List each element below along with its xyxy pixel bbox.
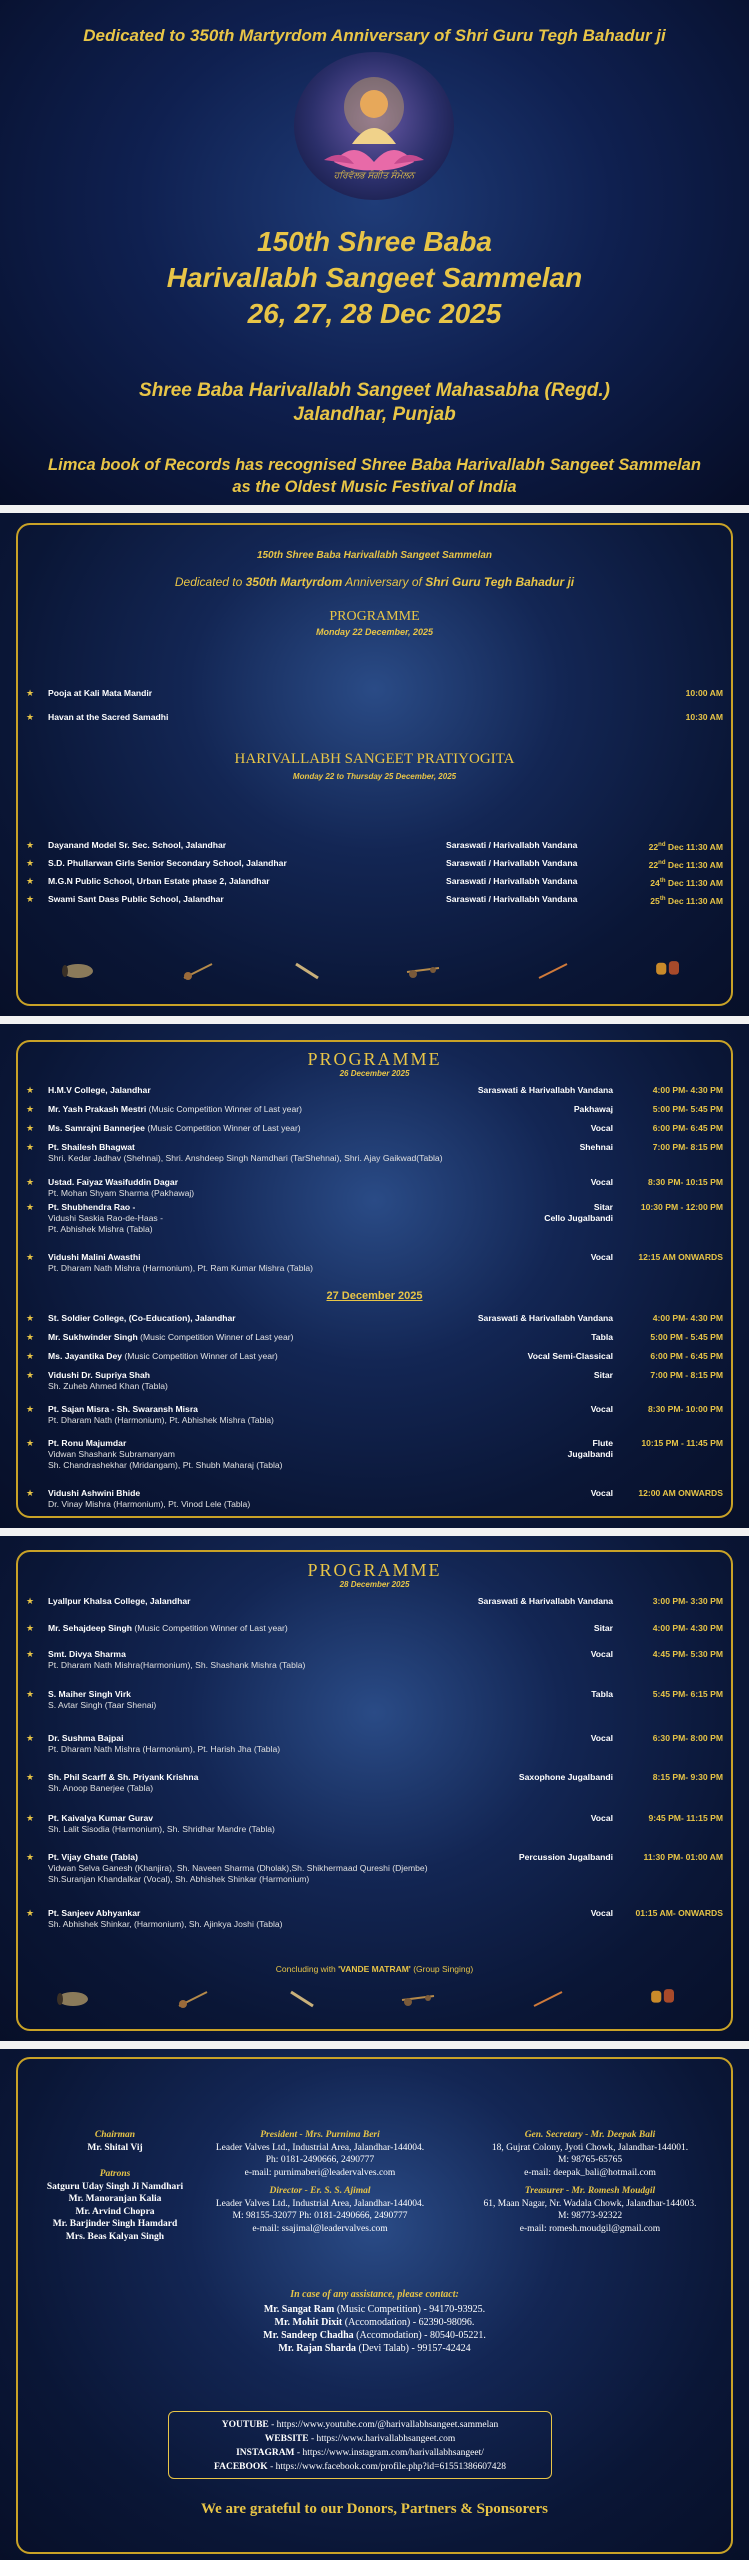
artist-name: Pt. Shailesh Bhagwat bbox=[48, 1142, 135, 1152]
star-icon: ★ bbox=[26, 1852, 35, 1862]
performance-time: 8:30 PM- 10:15 PM bbox=[648, 1177, 723, 1187]
performance-category: Vocal bbox=[590, 1649, 613, 1659]
tabla-icon bbox=[645, 1984, 681, 2006]
performance-category: Vocal bbox=[590, 1123, 613, 1133]
star-icon: ★ bbox=[26, 1689, 35, 1699]
performance-time: 12:00 AM ONWARDS bbox=[638, 1488, 723, 1498]
accompanists: Pt. Mohan Shyam Sharma (Pakhawaj) bbox=[48, 1188, 195, 1198]
accompanists: Vidwan Selva Ganesh (Khanjira), Sh. Naveen Sharma (Dholak),Sh. Shikhermaad Qureshi (Djembe) bbox=[48, 1863, 428, 1873]
accompanists: Sh. Lalit Sisodia (Harmonium), Sh. Shridhar Mandre (Tabla) bbox=[48, 1824, 275, 1834]
limca-line2: as the Oldest Music Festival of India bbox=[232, 478, 517, 496]
artist-name: Dr. Sushma Bajpai bbox=[48, 1733, 124, 1743]
star-icon: ★ bbox=[26, 1142, 35, 1152]
performance-time: 3:00 PM- 3:30 PM bbox=[652, 1596, 723, 1606]
title-line2: Harivallabh Sangeet Sammelan bbox=[166, 262, 583, 293]
performance-time: 10:15 PM - 11:45 PM bbox=[641, 1438, 723, 1448]
artist-name: Pt. Ronu Majumdar bbox=[48, 1438, 127, 1448]
title-line1: 150th Shree Baba bbox=[257, 226, 492, 257]
star-icon: ★ bbox=[26, 1332, 35, 1342]
accompanists: Vidushi Saskia Rao-de-Haas - bbox=[48, 1213, 163, 1223]
performance-category: Shehnai bbox=[579, 1142, 613, 1152]
performance-time: 8:30 PM- 10:00 PM bbox=[648, 1404, 723, 1414]
p2-programme-title: PROGRAMME bbox=[307, 1049, 442, 1069]
performance-time: 12:15 AM ONWARDS bbox=[638, 1252, 723, 1262]
artist-name: Pt. Sanjeev Abhyankar bbox=[48, 1908, 141, 1918]
star-icon: ★ bbox=[26, 1596, 35, 1606]
instagram-link[interactable]: INSTAGRAM - https://www.instagram.com/harivallabhsangeet/ bbox=[236, 2448, 484, 2458]
p3-programme-title: PROGRAMME bbox=[307, 1560, 442, 1580]
performance-category: Vocal bbox=[590, 1488, 613, 1498]
secretary-block: Gen. Secretary - Mr. Deepak Bali 18, Gujrat Colony, Jyoti Chowk, Jalandhar-144001. M: 98765-65765 e-mail: deepak_bali@hotmail.com Treasurer - Mr. Romesh Moudgil 61, Maan Nagar, Nr. Wadala Chowk, Jalandhar-144003. M: 98773-92322 e-mail: romesh.moudgil@gmail.com bbox=[483, 2130, 697, 2234]
star-icon: ★ bbox=[26, 1488, 35, 1498]
performance-category: Sitar bbox=[593, 1623, 613, 1633]
star-icon: ★ bbox=[26, 1649, 35, 1659]
star-icon: ★ bbox=[26, 1370, 35, 1380]
sitar-icon bbox=[175, 1988, 211, 2010]
guru-logo bbox=[294, 52, 454, 200]
sitar-icon bbox=[180, 960, 216, 982]
artist-name: Smt. Divya Sharma bbox=[48, 1649, 126, 1659]
star-icon: ★ bbox=[26, 1104, 35, 1114]
accompanists: Pt. Dharam Nath Mishra (Harmonium), Pt. Ram Kumar Mishra (Tabla) bbox=[48, 1263, 314, 1273]
limca-line1: Limca book of Records has recognised Shree Baba Harivallabh Sangeet Sammelan bbox=[48, 456, 701, 474]
veena-icon bbox=[400, 1988, 436, 2010]
separator bbox=[0, 505, 749, 513]
separator bbox=[0, 2041, 749, 2049]
programme-day2-panel bbox=[0, 1024, 749, 1528]
artist-name: Ms. Jayantika Dey (Music Competition Winner of Last year) bbox=[48, 1351, 278, 1361]
patrons-role: Patrons bbox=[99, 2169, 131, 2179]
separator bbox=[0, 1528, 749, 1536]
pakhawaj-icon bbox=[60, 960, 96, 982]
star-icon: ★ bbox=[26, 1623, 35, 1633]
star-icon: ★ bbox=[26, 1202, 35, 1212]
shehnai-icon bbox=[285, 1988, 321, 2010]
performance-time: 10:30 PM - 12:00 PM bbox=[640, 1202, 723, 1212]
performance-category: Vocal bbox=[590, 1813, 613, 1823]
star-icon: ★ bbox=[26, 1085, 35, 1095]
artist-name: Pt. Vijay Ghate (Tabla) bbox=[48, 1852, 138, 1862]
accompanists: Pt. Dharam Nath (Harmonium), Pt. Abhishek Mishra (Tabla) bbox=[48, 1415, 274, 1425]
president-block: President - Mrs. Purnima Beri Leader Valves Ltd., Industrial Area, Jalandhar-144004. Ph: 0181-2490666, 2490777 e-mail: purnimaberi@leadervalves.com Director - Er. S. S. Ajimal Leader Valves Ltd., Industrial Area, Jalandhar-144004. M: 98155-32077 Ph: 0181-2490666, 2490777 e-mail: ssajimal@leadervalves.com bbox=[215, 2130, 425, 2234]
performance-category: Vocal Semi-Classical bbox=[527, 1351, 613, 1361]
facebook-link[interactable]: FACEBOOK - https://www.facebook.com/profile.php?id=61551386607428 bbox=[214, 2462, 506, 2472]
pratiyogita-dates: Monday 22 to Thursday 25 December, 2025 bbox=[292, 772, 457, 781]
performance-time: 9:45 PM- 11:15 PM bbox=[648, 1813, 723, 1823]
veena-icon bbox=[405, 960, 441, 982]
accompanists: Dr. Vinay Mishra (Harmonium), Pt. Vinod Lele (Tabla) bbox=[48, 1499, 251, 1509]
star-icon: ★ bbox=[26, 1351, 35, 1361]
performance-category: Saraswati & Harivallabh Vandana bbox=[477, 1596, 613, 1606]
performance-category: Saraswati & Harivallabh Vandana bbox=[477, 1313, 613, 1323]
pratiyogita-title: HARIVALLABH SANGEET PRATIYOGITA bbox=[234, 751, 515, 767]
star-icon: ★ bbox=[26, 1908, 35, 1918]
performance-category: Tabla bbox=[591, 1332, 613, 1342]
performance-time: 01:15 AM- ONWARDS bbox=[635, 1908, 723, 1918]
performance-category: Vocal bbox=[590, 1404, 613, 1414]
contacts: Mr. Sangat Ram (Music Competition) - 94170-93925. Mr. Mohit Dixit (Accomodation) - 62390-98096. Mr. Sandeep Chadha (Accomodation) - 80540-05221. Mr. Rajan Sharda (Devi Talab) - 99157-42424 bbox=[263, 2304, 486, 2354]
banner-panel bbox=[0, 0, 749, 505]
performance-time: 8:15 PM- 9:30 PM bbox=[652, 1772, 723, 1782]
artist-name: Ms. Samrajni Bannerjee (Music Competition Winner of Last year) bbox=[48, 1123, 301, 1133]
performance-time: 6:30 PM- 8:00 PM bbox=[652, 1733, 723, 1743]
artist-name: Sh. Phil Scarff & Sh. Priyank Krishna bbox=[48, 1772, 199, 1782]
p3-date: 28 December 2025 bbox=[339, 1580, 410, 1589]
performance-time: 5:00 PM - 5:45 PM bbox=[650, 1332, 723, 1342]
grateful-note: We are grateful to our Donors, Partners & Sponsorers bbox=[200, 2501, 549, 2517]
performance-category: Sitar Cello Jugalbandi bbox=[544, 1202, 613, 1223]
artist-name: Mr. Sehajdeep Singh (Music Competition Winner of Last year) bbox=[48, 1623, 288, 1633]
concluding-note: Concluding with 'VANDE MATRAM' (Group Singing) bbox=[275, 1964, 474, 1974]
star-icon: ★ bbox=[26, 1313, 35, 1323]
star-icon: ★ bbox=[26, 1177, 35, 1187]
accompanists: Shri. Kedar Jadhav (Shehnai), Shri. Anshdeep Singh Namdhari (TarShehnai), Shri. Ajay Gaikwad(Tabla) bbox=[48, 1153, 443, 1163]
artist-name: Pt. Shubhendra Rao - bbox=[48, 1202, 136, 1212]
performance-category: Saraswati & Harivallabh Vandana bbox=[477, 1085, 613, 1095]
artist-name: Lyallpur Khalsa College, Jalandhar bbox=[48, 1596, 191, 1606]
p1-date: Monday 22 December, 2025 bbox=[315, 627, 434, 637]
accompanists: Pt. Dharam Nath Mishra (Harmonium), Pt. Harish Jha (Tabla) bbox=[48, 1744, 281, 1754]
performance-category: Vocal bbox=[590, 1908, 613, 1918]
flute-icon bbox=[530, 1988, 566, 2010]
accompanists: Vidwan Shashank Subramanyam bbox=[48, 1449, 175, 1459]
performance-category: Sitar bbox=[593, 1370, 613, 1380]
chairman-name: Mr. Shital Vij bbox=[87, 2142, 143, 2153]
performance-category: Vocal bbox=[590, 1733, 613, 1743]
shehnai-icon bbox=[290, 960, 326, 982]
logo-caption: ਹਰਿਵੱਲਭ ਸੰਗੀਤ ਸੰਮੇਲਨ bbox=[333, 170, 415, 180]
p1-dedication: Dedicated to 350th Martyrdom Anniversary of Shri Guru Tegh Bahadur ji bbox=[174, 575, 575, 589]
performance-category: Pakhawaj bbox=[573, 1104, 613, 1114]
festival-dates: 26, 27, 28 Dec 2025 bbox=[247, 298, 502, 329]
artist-name: S. Maiher Singh Virk bbox=[48, 1689, 131, 1699]
artist-name: Vidushi Malini Awasthi bbox=[48, 1252, 141, 1262]
p2-date2: 27 December 2025 bbox=[326, 1290, 423, 1302]
accompanists: Sh. Abhishek Shinkar, (Harmonium), Sh. Ajinkya Joshi (Tabla) bbox=[48, 1919, 283, 1929]
accompanists: Sh. Chandrashekhar (Mridangam), Pt. Shubh Maharaj (Tabla) bbox=[48, 1460, 283, 1470]
org-city: Jalandhar, Punjab bbox=[293, 404, 456, 425]
star-icon: ★ bbox=[26, 1813, 35, 1823]
star-icon: ★ bbox=[26, 1252, 35, 1262]
chairman-block: Chairman Mr. Shital Vij Patrons Satguru Uday Singh Ji Namdhari Mr. Manoranjan Kalia Mr. Arvind Chopra Mr. Barjinder Singh Hamdard Mrs. Beas Kalyan Singh bbox=[40, 2129, 190, 2243]
performance-time: 4:00 PM- 4:30 PM bbox=[652, 1313, 723, 1323]
accompanists: Pt. Abhishek Mishra (Tabla) bbox=[48, 1224, 153, 1234]
performance-time: 6:00 PM- 6:45 PM bbox=[652, 1123, 723, 1133]
artist-name: H.M.V College, Jalandhar bbox=[48, 1085, 151, 1095]
performance-time: 4:45 PM- 5:30 PM bbox=[652, 1649, 723, 1659]
artist-name: Vidushi Dr. Supriya Shah bbox=[48, 1370, 151, 1380]
programme-day3-panel bbox=[0, 1536, 749, 2041]
performance-time: 4:00 PM- 4:30 PM bbox=[652, 1623, 723, 1633]
artist-name: St. Soldier College, (Co-Education), Jalandhar bbox=[48, 1313, 236, 1323]
banner-dedication: Dedicated to 350th Martyrdom Anniversary of Shri Guru Tegh Bahadur ji bbox=[83, 26, 666, 45]
performance-time: 7:00 PM- 8:15 PM bbox=[652, 1142, 723, 1152]
youtube-link[interactable]: YOUTUBE - https://www.youtube.com/@harivallabhsangeet.sammelan bbox=[221, 2420, 499, 2430]
performance-time: 6:00 PM - 6:45 PM bbox=[650, 1351, 723, 1361]
p2-date: 26 December 2025 bbox=[339, 1069, 410, 1078]
assist-title: In case of any assistance, please contact: bbox=[290, 2289, 459, 2300]
pakhawaj-icon bbox=[55, 1988, 91, 2010]
org-name: Shree Baba Harivallabh Sangeet Mahasabha (Regd.) bbox=[139, 380, 610, 401]
p1-programme-title: PROGRAMME bbox=[329, 609, 420, 624]
programme-day1-panel: 150th Shree Baba Harivallabh Sangeet Sammelan Dedicated to 350th Martyrdom Anniversary of Shri Guru Tegh Bahadur ji PROGRAMME Monday 22 December, 2025 ★ Pooja at Kali Mata Mandir 10:00 AM ★ Havan at the Sacred Samadhi 10:30 AM HARIVALLABH SANGEET PRATIYOGITA Monday 22 to Thursday 25 December, 2025 ★ Dayanand Model Sr. Sec. School, Jalandhar Saraswati / Harivallabh Vandana 22nd Dec 11:30 AM ★ S.D. Phullarwan Girls Senior Secondary School, Jalandhar Saraswati / Harivallabh Vandana 22nd Dec 11:30 AM ★ M.G.N Public School, Urban Estate phase 2, Jalandhar Saraswati / Harivallabh Vandana 24th Dec 11:30 AM ★ Swami Sant Dass Public School, Jalandhar Saraswati / Harivallabh Vandana 25th Dec 11:30 AM bbox=[0, 513, 749, 1016]
performance-category: Vocal bbox=[590, 1252, 613, 1262]
performance-time: 4:00 PM- 4:30 PM bbox=[652, 1085, 723, 1095]
performance-category: Vocal bbox=[590, 1177, 613, 1187]
tabla-icon bbox=[650, 956, 686, 978]
star-icon: ★ bbox=[26, 1438, 35, 1448]
performance-time: 11:30 PM- 01:00 AM bbox=[643, 1852, 723, 1862]
separator bbox=[0, 1016, 749, 1024]
performance-time: 7:00 PM - 8:15 PM bbox=[650, 1370, 723, 1380]
performance-time: 5:00 PM- 5:45 PM bbox=[652, 1104, 723, 1114]
artist-name: Mr. Yash Prakash Mestri (Music Competition Winner of Last year) bbox=[48, 1104, 302, 1114]
artist-name: Ustad. Faiyaz Wasifuddin Dagar bbox=[48, 1177, 179, 1187]
performance-category: Percussion Jugalbandi bbox=[518, 1852, 613, 1862]
accompanists: Sh. Zuheb Ahmed Khan (Tabla) bbox=[48, 1381, 168, 1391]
star-icon: ★ bbox=[26, 1123, 35, 1133]
performance-category: Tabla bbox=[591, 1689, 613, 1699]
p1-header: 150th Shree Baba Harivallabh Sangeet Sammelan bbox=[256, 550, 493, 561]
star-icon: ★ bbox=[26, 1772, 35, 1782]
artist-name: Vidushi Ashwini Bhide bbox=[48, 1488, 141, 1498]
accompanists: Pt. Dharam Nath Mishra(Harmonium), Sh. Shashank Mishra (Tabla) bbox=[48, 1660, 306, 1670]
accompanists: Sh.Suranjan Khandalkar (Vocal), Sh. Abhishek Shinkar (Harmonium) bbox=[48, 1874, 310, 1884]
chairman-role: Chairman bbox=[94, 2130, 136, 2140]
accompanists: Sh. Anoop Banerjee (Tabla) bbox=[48, 1783, 154, 1793]
performance-category: Saxophone Jugalbandi bbox=[518, 1772, 613, 1782]
website-link[interactable]: WEBSITE - https://www.harivallabhsangeet.com bbox=[264, 2434, 456, 2444]
artist-name: Pt. Kaivalya Kumar Gurav bbox=[48, 1813, 154, 1823]
performance-time: 5:45 PM- 6:15 PM bbox=[652, 1689, 723, 1699]
committee-panel bbox=[0, 2049, 749, 2560]
links-box bbox=[168, 2411, 552, 2479]
star-icon: ★ bbox=[26, 1404, 35, 1414]
artist-name: Pt. Sajan Misra - Sh. Swaransh Misra bbox=[48, 1404, 198, 1414]
performance-category: Flute Jugalbandi bbox=[567, 1438, 613, 1459]
artist-name: Mr. Sukhwinder Singh (Music Competition Winner of Last year) bbox=[48, 1332, 294, 1342]
star-icon: ★ bbox=[26, 1733, 35, 1743]
flute-icon bbox=[535, 960, 571, 982]
accompanists: S. Avtar Singh (Taar Shenai) bbox=[48, 1700, 157, 1710]
